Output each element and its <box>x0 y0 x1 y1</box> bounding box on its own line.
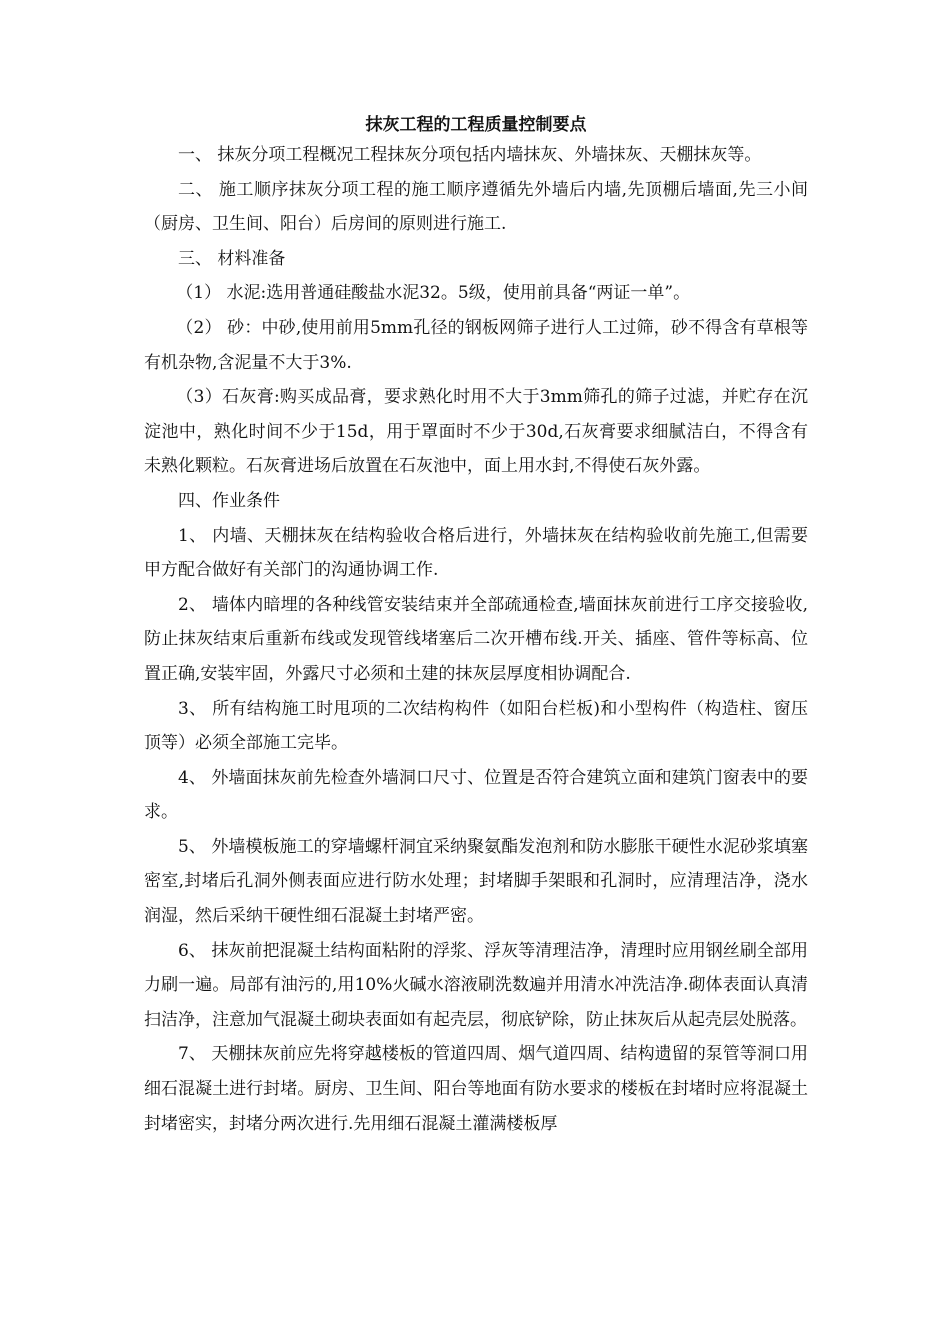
paragraph-materials-heading: 三、 材料准备 <box>178 248 286 269</box>
paragraph-condition-3: 3、 所有结构施工时甩项的二次结构构件（如阳台栏板)和小型构件（构造柱、窗压顶等）必须全部施工完毕。 <box>144 698 808 754</box>
paragraph-condition-2: 2、 墙体内暗埋的各种线管安装结束并全部疏通检查,墙面抹灰前进行工序交接验收,防止抹灰结束后重新布线或发现管线堵塞后二次开槽布线.开关、插座、管件等标高、位置正确,安装牢固，外露尺寸必须和土建的抹灰层厚度相协调配合. <box>144 594 808 684</box>
paragraph-cement: （1） 水泥:选用普通硅酸盐水泥32。5级，使用前具备“两证一单”。 <box>176 283 691 304</box>
paragraph-sequence: 二、 施工顺序抹灰分项工程的施工顺序遵循先外墙后内墙,先顶棚后墙面,先三小间（厨房、卫生间、阳台）后房间的原则进行施工. <box>144 179 808 235</box>
paragraph-conditions-heading: 四、作业条件 <box>178 490 280 511</box>
paragraph-lime-putty: （3）石灰膏:购买成品膏，要求熟化时用不大于3mm筛孔的筛子过滤，并贮存在沉淀池中，熟化时间不少于15d，用于罩面时不少于30d,石灰膏要求细腻洁白，不得含有未熟化颗粒。石灰膏进场后放置在石灰池中，面上用水封,不得使石灰外露。 <box>144 387 808 477</box>
paragraph-overview: 一、 抹灰分项工程概况工程抹灰分项包括内墙抹灰、外墙抹灰、天棚抹灰等。 <box>178 145 762 165</box>
paragraph-condition-5: 5、 外墙模板施工的穿墙螺杆洞宜采纳聚氨酯发泡剂和防水膨胀干硬性水泥砂浆填塞密室,封堵后孔洞外侧表面应进行防水处理；封堵脚手架眼和孔洞时，应清理洁净，浇水润湿，然后采纳干硬性细石混凝土封堵严密。 <box>144 836 808 927</box>
paragraph-condition-6: 6、 抹灰前把混凝土结构面粘附的浮浆、浮灰等清理洁净，清理时应用钢丝刷全部用力刷一遍。局部有油污的,用10%火碱水溶液刷洗数遍并用清水冲洗洁净.砌体表面认真清扫洁净，注意加气混凝土砌块表面如有起壳层，彻底铲除，防止抹灰后从起壳层处脱落。 <box>144 940 808 1030</box>
paragraph-condition-7: 7、 天棚抹灰前应先将穿越楼板的管道四周、烟气道四周、结构遗留的泵管等洞口用细石混凝土进行封堵。厨房、卫生间、阳台等地面有防水要求的楼板在封堵时应将混凝土封堵密实，封堵分两次进行.先用细石混凝土灌满楼板厚 <box>144 1044 808 1134</box>
paragraph-condition-4: 4、 外墙面抹灰前先检查外墙洞口尺寸、位置是否符合建筑立面和建筑门窗表中的要求。 <box>144 767 808 823</box>
document-page <box>144 112 808 1141</box>
paragraph-condition-1: 1、 内墙、天棚抹灰在结构验收合格后进行，外墙抹灰在结构验收前先施工,但需要甲方配合做好有关部门的沟通协调工作. <box>144 525 808 581</box>
paragraph-sand: （2） 砂：中砂,使用前用5mm孔径的钢板网筛子进行人工过筛，砂不得含有草根等有机杂物,含泥量不大于3%. <box>144 317 808 373</box>
document-title: 抹灰工程的工程质量控制要点 <box>365 115 587 135</box>
